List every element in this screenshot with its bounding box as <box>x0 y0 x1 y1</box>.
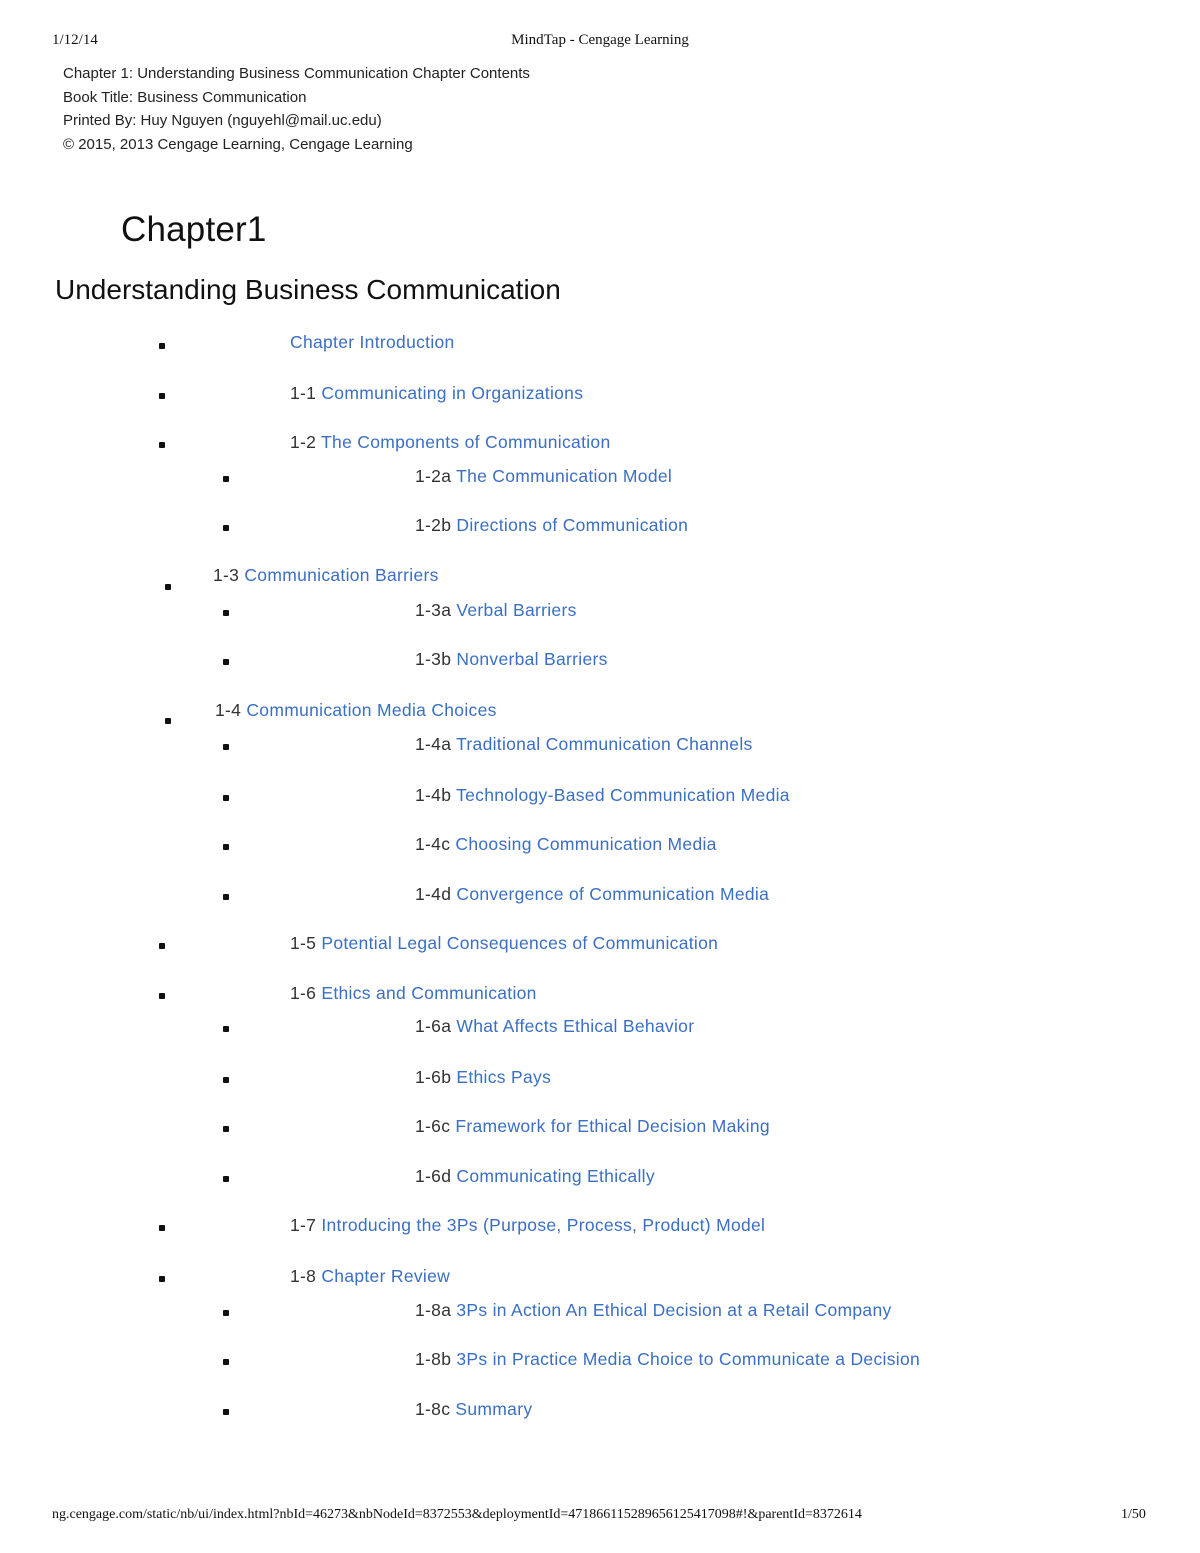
print-date: 1/12/14 <box>52 32 98 48</box>
toc-item-link[interactable]: Technology-Based Communication Media <box>456 785 790 805</box>
toc-item[interactable] <box>215 700 497 721</box>
toc-item-link[interactable]: Potential Legal Consequences of Communication <box>321 933 719 953</box>
toc-item-number: 1-8c <box>415 1399 456 1419</box>
toc-item-number: 1-6 <box>290 983 322 1003</box>
toc-item-number: 1-6d <box>415 1166 457 1186</box>
toc-item[interactable] <box>415 649 608 670</box>
toc-item-number: 1-6b <box>415 1067 457 1087</box>
toc-item-link[interactable]: Ethics Pays <box>456 1067 552 1087</box>
toc-item-number: 1-6a <box>415 1016 457 1036</box>
toc-item[interactable] <box>415 1016 694 1037</box>
toc-item-link[interactable]: Nonverbal Barriers <box>456 649 608 669</box>
toc-item[interactable] <box>290 933 718 954</box>
bullet-icon <box>223 476 229 482</box>
toc-item-number: 1-8b <box>415 1349 457 1369</box>
bullet-icon <box>223 1026 229 1032</box>
toc-item-link[interactable]: Convergence of Communication Media <box>456 884 770 904</box>
toc-item[interactable] <box>415 466 672 487</box>
toc-item[interactable] <box>290 332 455 353</box>
toc-item[interactable] <box>290 1266 450 1287</box>
toc-item-link[interactable]: 3Ps in Action An Ethical Decision at a Retail Company <box>456 1300 892 1320</box>
bullet-icon <box>223 1077 229 1083</box>
bullet-icon <box>159 393 165 399</box>
toc-item-number: 1-4 <box>215 700 247 720</box>
bullet-icon <box>159 442 165 448</box>
print-metadata <box>63 62 530 156</box>
toc-item-number: 1-3 <box>213 565 245 585</box>
toc-item-number: 1-4c <box>415 834 456 854</box>
toc-item[interactable] <box>290 432 610 453</box>
bullet-icon <box>165 718 171 724</box>
toc-item-number: 1-4a <box>415 734 457 754</box>
toc-item-link[interactable]: Communication Media Choices <box>246 700 497 720</box>
printed-by-line: Printed By: Huy Nguyen (nguyehl@mail.uc.edu) <box>63 112 382 129</box>
bullet-icon <box>223 525 229 531</box>
toc-item-link[interactable]: Summary <box>455 1399 533 1419</box>
chapter-title: Understanding Business Communication <box>55 274 561 305</box>
toc-item-link[interactable]: Directions of Communication <box>456 515 689 535</box>
toc-item-link[interactable]: Chapter Introduction <box>290 332 455 352</box>
bullet-icon <box>159 343 165 349</box>
toc-item[interactable] <box>415 515 688 536</box>
bullet-icon <box>165 584 171 590</box>
toc-item-link[interactable]: The Communication Model <box>456 466 673 486</box>
toc-item[interactable] <box>415 1399 532 1420</box>
chapter-label: Chapter1 <box>121 210 267 249</box>
toc-item-number: 1-5 <box>290 933 322 953</box>
bullet-icon <box>159 1225 165 1231</box>
toc-item[interactable] <box>415 1067 551 1088</box>
bullet-icon <box>223 894 229 900</box>
toc-item-link[interactable]: Verbal Barriers <box>456 600 577 620</box>
toc-item-number: 1-2a <box>415 466 457 486</box>
toc-item[interactable] <box>415 734 753 755</box>
bullet-icon <box>223 659 229 665</box>
toc-item[interactable] <box>213 565 439 586</box>
toc-item-number: 1-7 <box>290 1215 322 1235</box>
copyright-line: © 2015, 2013 Cengage Learning, Cengage Learning <box>63 135 413 153</box>
bullet-icon <box>159 993 165 999</box>
toc-item-link[interactable]: Communicating Ethically <box>456 1166 655 1186</box>
chapter-contents-line: Chapter 1: Understanding Business Communication Chapter Contents <box>63 65 530 82</box>
toc-item-link[interactable]: 3Ps in Practice Media Choice to Communicate a Decision <box>456 1349 921 1369</box>
toc-item-link[interactable]: Communicating in Organizations <box>321 383 584 403</box>
toc-item-number: 1-4d <box>415 884 457 904</box>
toc-item-number: 1-4b <box>415 785 457 805</box>
toc-item-link[interactable]: Chapter Review <box>321 1266 451 1286</box>
bullet-icon <box>223 610 229 616</box>
toc-item-link[interactable]: Introducing the 3Ps (Purpose, Process, Product) Model <box>321 1215 766 1235</box>
toc-item[interactable] <box>415 600 577 621</box>
toc-item-link[interactable]: The Components of Communication <box>321 432 611 452</box>
bullet-icon <box>223 1176 229 1182</box>
bullet-icon <box>223 795 229 801</box>
bullet-icon <box>223 1126 229 1132</box>
toc-item-link[interactable]: What Affects Ethical Behavior <box>456 1016 695 1036</box>
toc-item-number: 1-1 <box>290 383 322 403</box>
toc-item-number: 1-3b <box>415 649 457 669</box>
toc-item[interactable] <box>415 1116 770 1137</box>
bullet-icon <box>223 1310 229 1316</box>
toc-item[interactable] <box>290 983 537 1004</box>
toc-item[interactable] <box>290 1215 765 1236</box>
bullet-icon <box>223 1359 229 1365</box>
print-page-number: 1/50 <box>1121 1507 1146 1522</box>
toc-item-number: 1-3a <box>415 600 457 620</box>
toc-item-link[interactable]: Framework for Ethical Decision Making <box>455 1116 770 1136</box>
toc-item[interactable] <box>290 383 583 404</box>
print-page-title: MindTap - Cengage Learning <box>511 32 689 48</box>
bullet-icon <box>159 943 165 949</box>
toc-item[interactable] <box>415 1166 655 1187</box>
bullet-icon <box>159 1276 165 1282</box>
bullet-icon <box>223 844 229 850</box>
toc-item[interactable] <box>415 834 717 855</box>
toc-item-link[interactable]: Choosing Communication Media <box>455 834 717 854</box>
bullet-icon <box>223 1409 229 1415</box>
toc-item[interactable] <box>415 1300 892 1321</box>
toc-item-number: 1-2b <box>415 515 457 535</box>
book-title-line: Book Title: Business Communication <box>63 88 307 106</box>
bullet-icon <box>223 744 229 750</box>
toc-item-link[interactable]: Ethics and Communication <box>321 983 537 1003</box>
toc-item-number: 1-2 <box>290 432 322 452</box>
print-footer-url: ng.cengage.com/static/nb/ui/index.html?nbId=46273&nbNodeId=8372553&deploymentId=471866115289656125417098#!&parentId=8372614 <box>52 1507 862 1522</box>
toc-item-number: 1-6c <box>415 1116 456 1136</box>
toc-item-link[interactable]: Traditional Communication Channels <box>456 734 753 754</box>
toc-item[interactable] <box>415 785 790 806</box>
toc-item[interactable] <box>415 884 769 905</box>
toc-item-number: 1-8 <box>290 1266 322 1286</box>
toc-item-link[interactable]: Communication Barriers <box>244 565 439 585</box>
toc-item[interactable] <box>415 1349 920 1370</box>
toc-item-number: 1-8a <box>415 1300 457 1320</box>
